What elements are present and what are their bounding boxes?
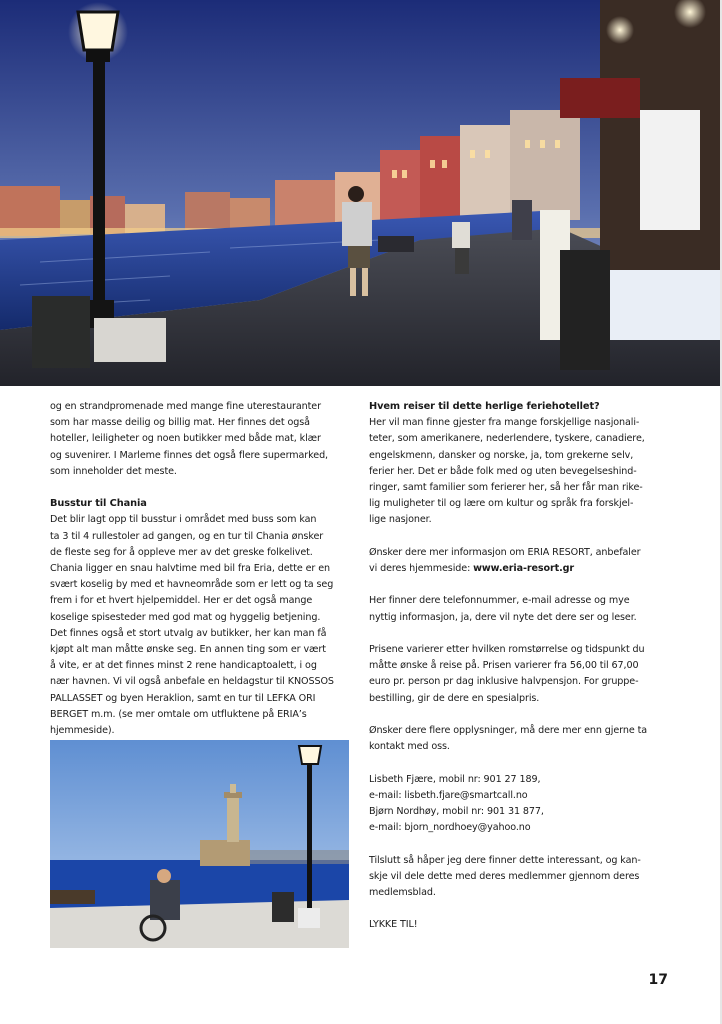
harbor-night-illustration <box>0 0 722 386</box>
lighthouse-photo <box>50 740 349 948</box>
info-line: nyttig informasjon, ja, dere vil nyte det dere ser og leser. <box>369 611 637 623</box>
harbor-night-photo <box>0 0 722 386</box>
info-line: Her finner dere telefonnummer, e-mail adresse og mye <box>369 595 630 607</box>
body-line: å vite, er at det finnes minst 2 rene handicaptoalett, i og <box>50 660 317 672</box>
body-line: Det blir lagt opp til busstur i området med buss som kan <box>50 514 317 526</box>
guests-line: ferier her. Det er både folk med og uten bevegelseshind- <box>369 465 637 477</box>
body-line: Det finnes også et stort utvalg av butikker, her kan man få <box>50 627 327 639</box>
intro-line: som inneholder det meste. <box>50 465 177 477</box>
body-line: de fleste seg for å oppleve mer av det greske folkelivet. <box>50 546 313 558</box>
info-prefix: vi deres hjemmeside: <box>369 563 474 575</box>
contact-email[interactable]: e-mail: bjorn_nordhoey@yahoo.no <box>369 822 531 834</box>
contact-intro-line: kontakt med oss. <box>369 741 450 753</box>
body-line: kjøpt alt man måtte ønske seg. En annen ting som er vært <box>50 644 326 656</box>
contact-line: Bjørn Nordhøy, mobil nr: 901 31 877, <box>369 806 544 817</box>
intro-line: som har masse deilig og billig mat. Her finnes det også <box>50 417 310 429</box>
intro-line: og suvenirer. I Marleme finnes det også flere supermarked, <box>50 449 329 461</box>
website-link[interactable]: www.eria-resort.gr <box>473 563 575 575</box>
right-text-column <box>369 399 671 934</box>
body-line: BERGET m.m. (se mer omtale om utfluktene på ERIA’s <box>50 708 307 720</box>
left-text-column <box>50 399 348 739</box>
lighthouse-illustration <box>50 740 349 948</box>
section-heading-guests: Hvem reiser til dette herlige feriehotellet? <box>369 401 600 412</box>
body-line: koselige spisesteder med god mat og hyggelig betjening. <box>50 611 321 623</box>
body-line: Chania ligger en snau halvtime med bil fra Eria, dette er en <box>50 563 330 575</box>
closing-line: skje vil dele dette med deres medlemmer gjennom deres <box>369 870 640 882</box>
page-number: 17 <box>648 972 668 988</box>
intro-line: hoteller, leiligheter og noen butikker med både mat, klær <box>50 433 321 445</box>
closing-line: medlemsblad. <box>369 887 436 898</box>
info-line: Ønsker dere mer informasjon om ERIA RESORT, anbefaler <box>369 546 641 558</box>
guests-line: Her vil man finne gjester fra mange forskjellige nasjonali- <box>369 417 640 429</box>
closing-line: Tilslutt så håper jeg dere finner dette interessant, og kan- <box>369 854 641 866</box>
body-line: ta 3 til 4 rullestoler ad gangen, og en tur til Chania ønsker <box>50 530 324 542</box>
body-line: svært koselig by med et havneområde som er lett og ta seg <box>50 579 334 591</box>
body-line: frem i for et hvert hjelpemiddel. Her er det også mange <box>50 595 313 607</box>
contact-intro-line: Ønsker dere flere opplysninger, må dere mer enn gjerne ta <box>369 725 648 736</box>
intro-line: og en strandpromenade med mange fine uterestauranter <box>50 401 321 412</box>
contact-line: Lisbeth Fjære, mobil nr: 901 27 189, <box>369 773 541 785</box>
body-line: hjemmeside). <box>50 725 115 737</box>
info-line <box>369 561 671 577</box>
guests-line: ringer, samt familier som ferierer her, så her får man rike- <box>369 482 643 494</box>
price-line: bestilling, gir de dere en spesialpris. <box>369 692 540 704</box>
price-line: euro pr. person pr dag inklusive halvpensjon. For gruppe- <box>369 676 639 688</box>
contact-email[interactable]: e-mail: lisbeth.fjare@smartcall.no <box>369 789 528 801</box>
guests-line: lig muligheter til og lære om kultur og språk fra forskjel- <box>369 498 634 510</box>
body-line: PALLASSET og byen Heraklion, samt en tur til LEFKA ORI <box>50 692 316 704</box>
guests-line: lige nasjoner. <box>369 514 432 526</box>
section-heading-busstur: Busstur til Chania <box>50 498 147 510</box>
guests-line: teter, som amerikanere, nederlendere, tyskere, canadiere, <box>369 433 645 445</box>
guests-line: engelskmenn, dansker og norske, ja, tom grekerne selv, <box>369 449 634 461</box>
body-line: nær havnen. Vi vil også anbefale en heldagstur til KNOSSOS <box>50 676 334 688</box>
price-line: måtte ønske å reise på. Prisen varierer fra 56,00 til 67,00 <box>369 660 639 672</box>
price-line: Prisene varierer etter hvilken romstørrelse og tidspunkt du <box>369 644 645 655</box>
sign-off: LYKKE TIL! <box>369 919 418 931</box>
